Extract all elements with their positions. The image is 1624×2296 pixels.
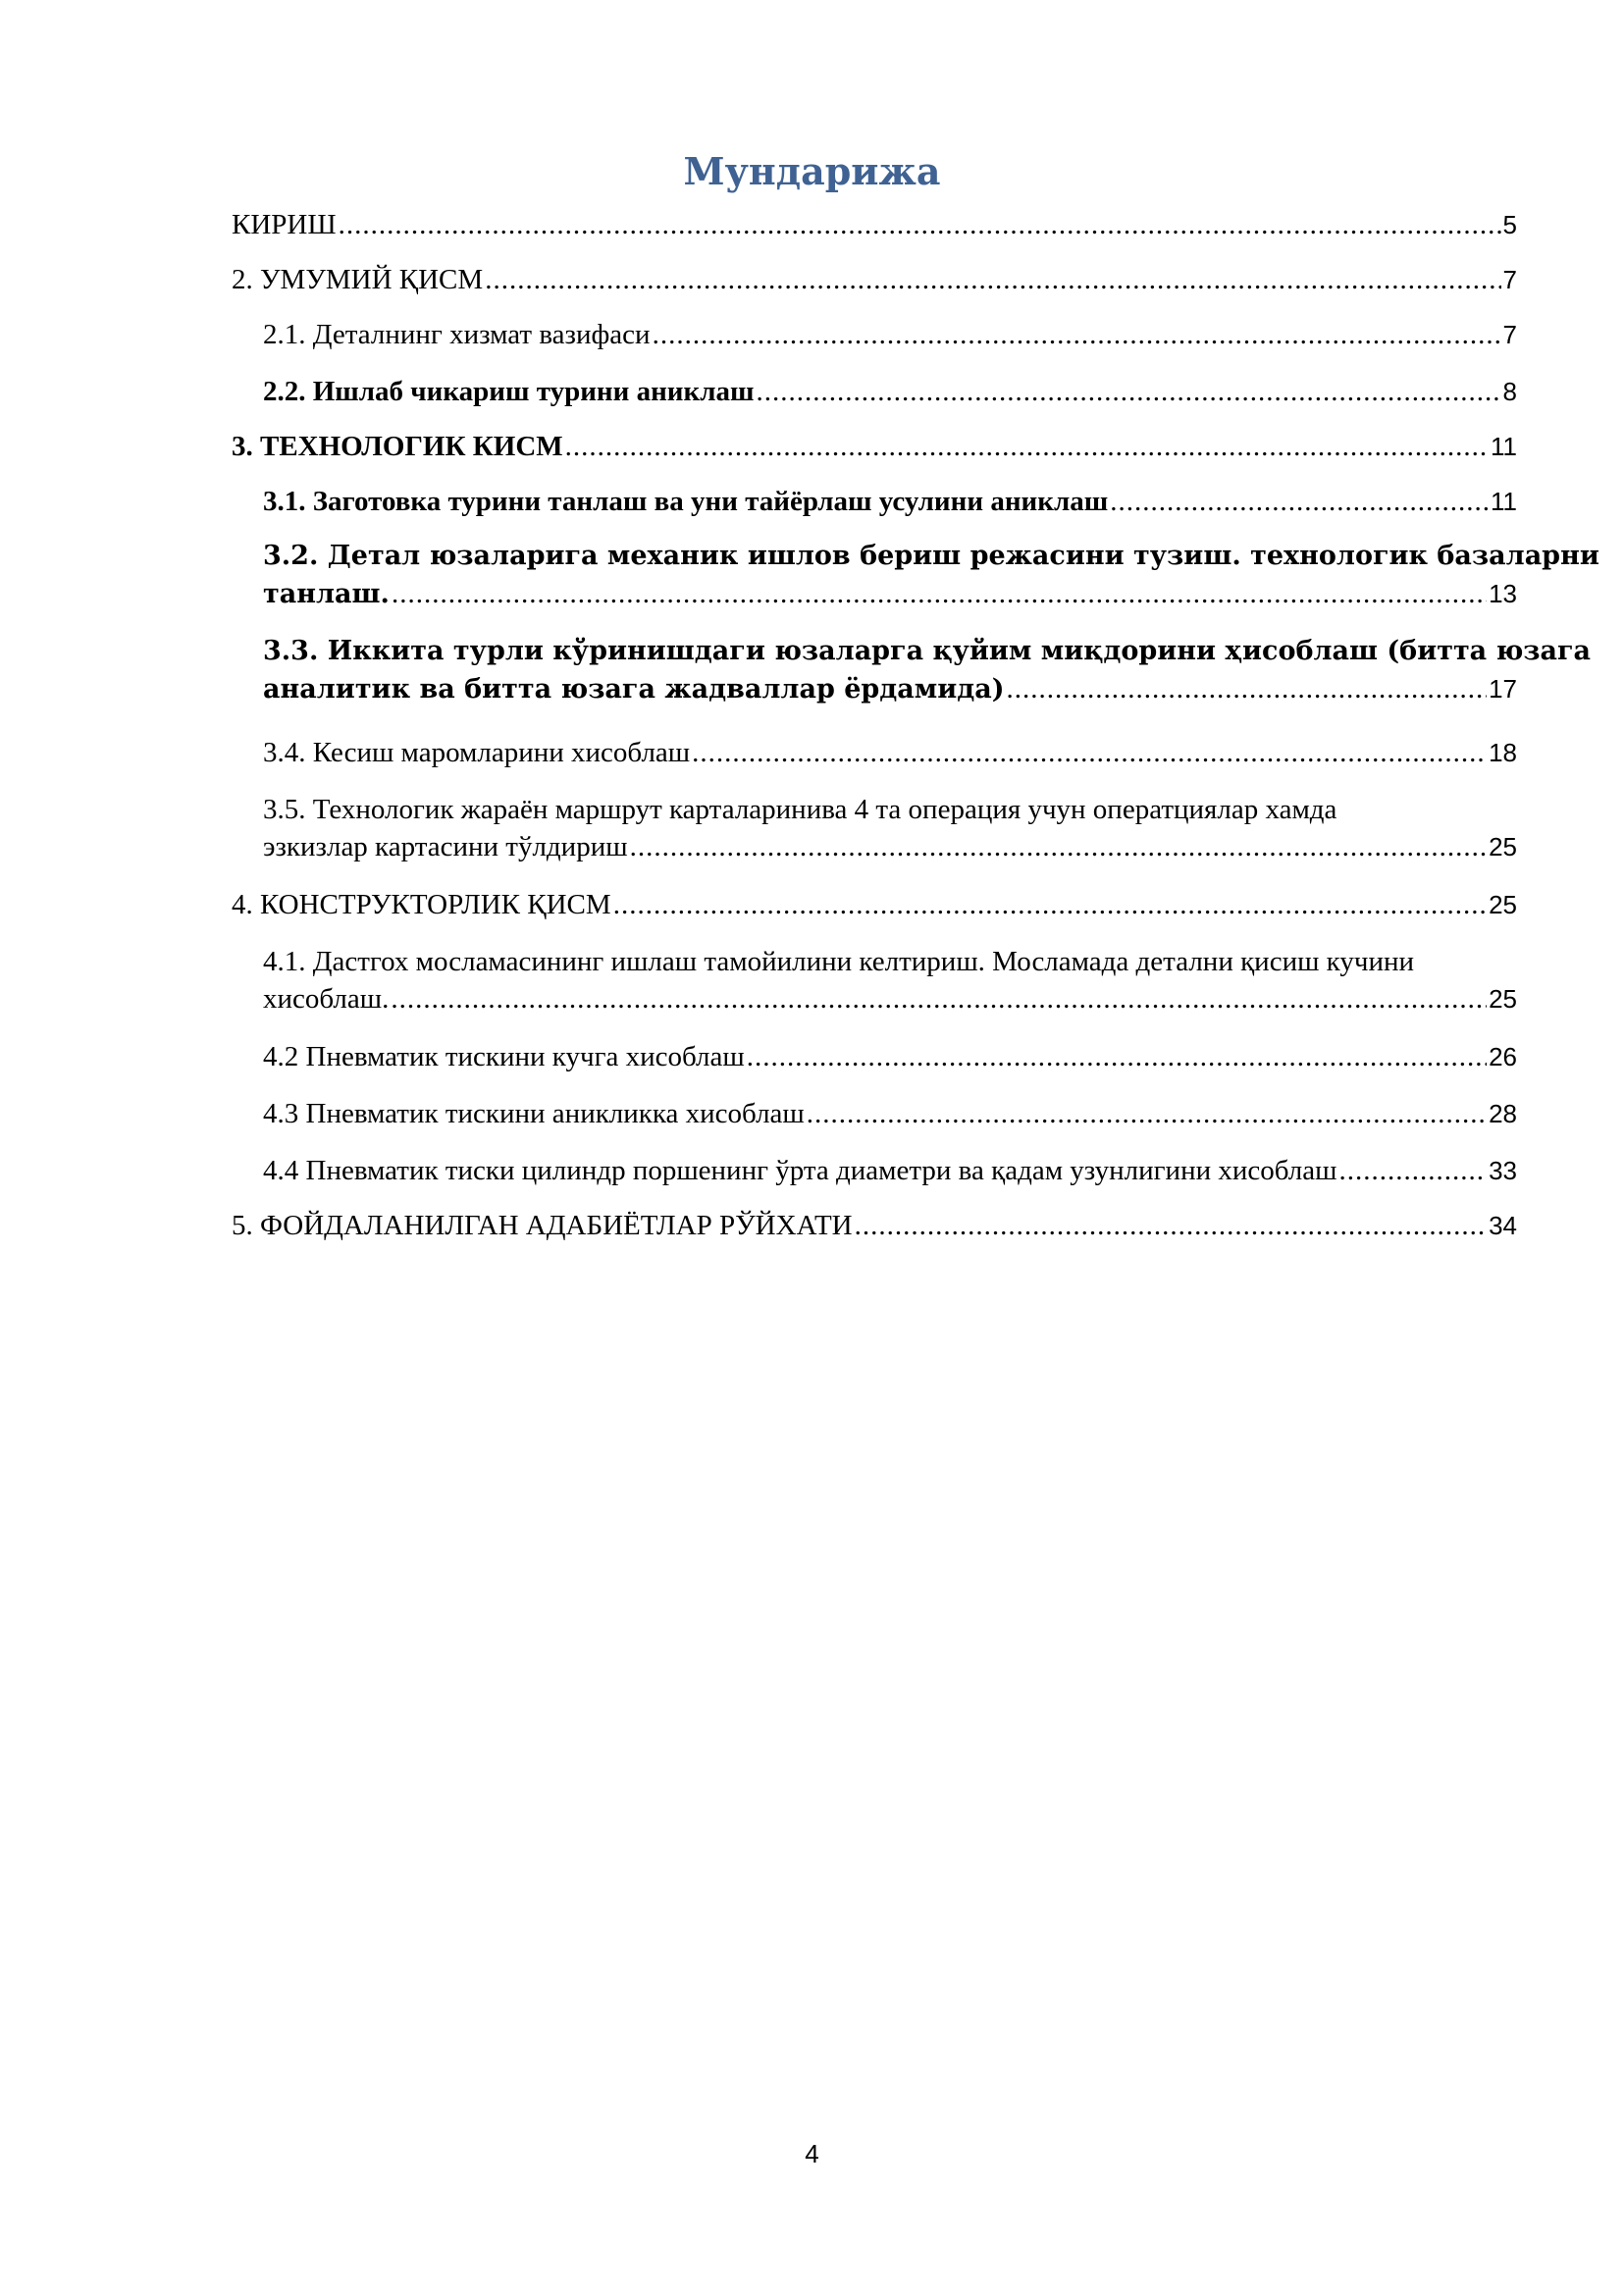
toc-entry-3-4[interactable] — [263, 734, 1517, 771]
dot-leader — [1110, 483, 1489, 520]
toc-entry-references[interactable] — [232, 1207, 1517, 1244]
toc-entry-text: эзкизлар картасини тўлдириш — [263, 831, 628, 862]
dot-leader — [653, 316, 1501, 353]
toc-entry-technological-part[interactable] — [232, 428, 1517, 465]
toc-entry-4-3[interactable] — [263, 1095, 1517, 1132]
dot-leader — [565, 428, 1489, 465]
dot-leader — [392, 575, 1487, 612]
toc-page-number: 11 — [1491, 487, 1517, 516]
dot-leader — [807, 1095, 1487, 1132]
dot-leader — [756, 373, 1500, 410]
toc-entry-text: 4.2 Пневматик тискини кучга хисоблаш — [263, 1041, 745, 1072]
toc-entry-text: аналитик ва битта юзага жадваллар ёрдамида) — [263, 674, 1005, 704]
toc-page-number: 33 — [1489, 1156, 1517, 1185]
toc-entry-text: 3.1. Заготовка турини танлаш ва уни тайёрлаш усулини аниклаш — [263, 486, 1109, 517]
toc-page-number: 25 — [1489, 984, 1517, 1014]
dot-leader — [1338, 1152, 1487, 1189]
toc-entry-text: 4.4 Пневматик тиски цилиндр поршенинг ўрта диаметри ва қадам узунлигини хисоблаш — [263, 1155, 1337, 1186]
toc-entry-text: 3. ТЕХНОЛОГИК КИСМ — [232, 431, 563, 462]
toc-page-number: 7 — [1502, 265, 1517, 294]
toc-entry-4-2[interactable] — [263, 1038, 1517, 1075]
toc-entry-3-2[interactable] — [263, 538, 1599, 613]
dot-leader — [747, 1038, 1487, 1075]
toc-page-number: 28 — [1489, 1099, 1517, 1128]
toc-entry-4-1[interactable] — [263, 943, 1517, 1018]
toc-entry-text-line1: 3.3. Иккита турли кўринишдаги юзаларга қуйим миқдорини ҳисоблаш (битта юзага — [263, 636, 1592, 666]
dot-leader — [630, 828, 1488, 865]
dot-leader — [855, 1207, 1487, 1244]
toc-page-number: 17 — [1489, 674, 1517, 704]
dot-leader — [485, 261, 1500, 298]
toc-page-number: 8 — [1502, 377, 1517, 406]
toc-page-number: 25 — [1489, 890, 1517, 919]
toc-entry-text: хисоблаш. — [263, 983, 390, 1015]
toc-entry-4-4[interactable] — [263, 1152, 1517, 1189]
dot-leader — [339, 206, 1501, 243]
toc-entry-3-1[interactable] — [263, 483, 1517, 520]
toc-page-number: 34 — [1489, 1211, 1517, 1240]
dot-leader — [391, 980, 1487, 1018]
toc-entry-text: КИРИШ — [232, 209, 337, 240]
toc-page-number: 11 — [1491, 432, 1517, 461]
toc-page-number: 13 — [1489, 579, 1517, 608]
dot-leader — [692, 734, 1487, 771]
toc-entry-text: 2. УМУМИЙ ҚИСМ — [232, 264, 484, 295]
toc-entry-text-line1: 3.5. Технологик жараён маршрут карталаринива 4 та операция учун оператциялар хамда — [263, 794, 1337, 825]
toc-entry-introduction[interactable] — [232, 206, 1517, 243]
toc-entry-2-1[interactable] — [263, 316, 1517, 353]
dot-leader — [1007, 670, 1488, 707]
toc-entry-3-5[interactable] — [263, 791, 1517, 865]
toc-entry-text: 4.3 Пневматик тискини аникликка хисоблаш — [263, 1098, 805, 1129]
toc-entry-text: танлаш. — [263, 579, 390, 609]
toc-entry-text: 3.4. Кесиш маромларини хисоблаш — [263, 737, 691, 768]
toc-entry-general-part[interactable] — [232, 261, 1517, 298]
toc-page-number: 18 — [1489, 738, 1517, 767]
toc-entry-text: 4. КОНСТРУКТОРЛИК ҚИСМ — [232, 889, 611, 920]
toc-page-number: 5 — [1502, 210, 1517, 239]
toc-entry-text-line1: 3.2. Детал юзаларига механик ишлов бериш режасини тузиш. технологик базаларни — [263, 541, 1599, 571]
toc-title: Мундарижа — [683, 149, 941, 193]
toc-entry-text-line1: 4.1. Дастгох мосламасининг ишлаш тамойилини келтириш. Мосламада детални қисиш кучини — [263, 946, 1414, 977]
dot-leader — [613, 886, 1487, 923]
toc-page-number: 26 — [1489, 1042, 1517, 1071]
toc-entry-2-2[interactable] — [263, 373, 1517, 410]
toc-entry-design-part[interactable] — [232, 886, 1517, 923]
toc-entry-3-3[interactable] — [263, 633, 1592, 708]
toc-entry-text: 2.2. Ишлаб чикариш турини аниклаш — [263, 376, 755, 407]
toc-page-number: 25 — [1489, 832, 1517, 861]
toc-entry-text: 5. ФОЙДАЛАНИЛГАН АДАБИЁТЛАР РЎЙХАТИ — [232, 1210, 853, 1241]
toc-page-number: 7 — [1502, 320, 1517, 349]
toc-entry-text: 2.1. Деталнинг хизмат вазифаси — [263, 319, 651, 350]
page-number: 4 — [805, 2139, 819, 2168]
